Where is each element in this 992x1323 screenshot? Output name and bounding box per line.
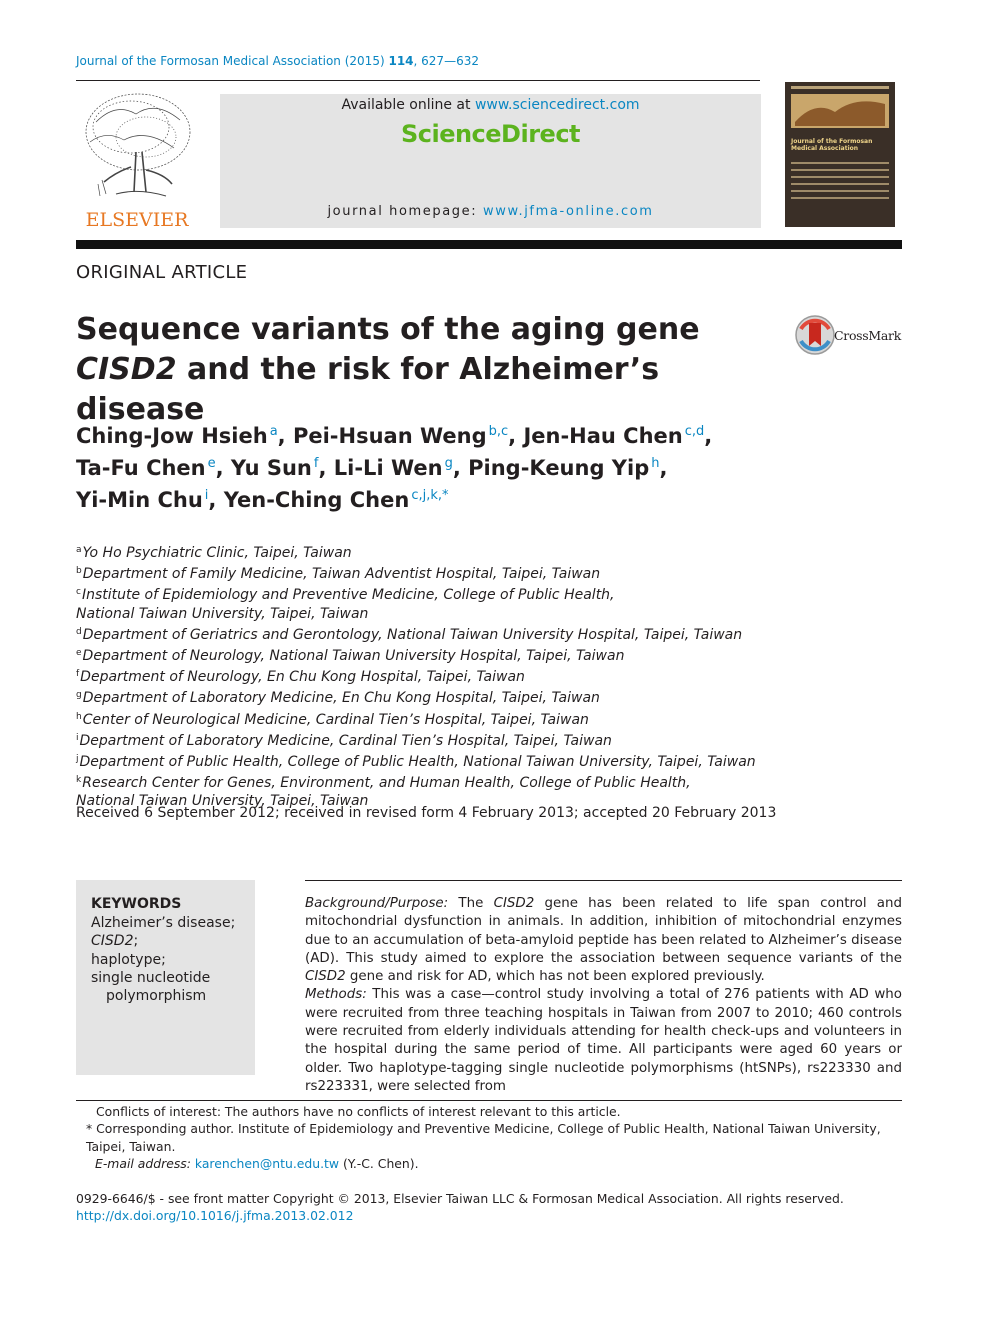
abstract-text: gene and risk for AD, which has not been explored previously. (345, 969, 765, 985)
affiliation-text: Department of Laboratory Medicine, En Chu Kong Hospital, Taipei, Taiwan (82, 690, 600, 707)
affiliation (76, 708, 836, 729)
available-online (220, 97, 761, 113)
journal-volume: 114 (388, 54, 414, 68)
copyright-block (76, 1190, 902, 1225)
author-affiliation-ref[interactable]: i (204, 488, 209, 503)
author-name: Ching-Jow Hsieh (76, 424, 268, 448)
affiliation-label: e (76, 648, 82, 659)
footnote-rule (76, 1100, 902, 1101)
author (523, 424, 712, 448)
email-suffix: (Y.-C. Chen). (339, 1156, 419, 1172)
author-name: Yi-Min Chu (76, 488, 203, 512)
author (334, 456, 468, 480)
title-part-2: and the risk for Alzheimer’s disease (76, 352, 660, 427)
affiliation-label: k (76, 775, 82, 786)
affiliation (76, 729, 836, 750)
title-part-1: Sequence variants of the aging gene (76, 312, 700, 347)
keyword (91, 932, 251, 950)
affiliation (76, 583, 836, 622)
journal-reference[interactable] (76, 54, 479, 68)
affiliation-text: Department of Public Health, College of Public Health, National Taiwan University, Taipei, Taiwan (79, 754, 756, 771)
abstract-text: The (448, 896, 494, 911)
author-separator: , (508, 424, 524, 448)
conflicts-note: Conflicts of interest: The authors have no conflicts of interest relevant to this article. (96, 1104, 621, 1119)
affiliation-text: Institute of Epidemiology and Preventive Medicine, College of Public Health, (81, 587, 615, 604)
affiliation-text: Yo Ho Psychiatric Clinic, Taipei, Taiwan (82, 545, 352, 561)
sciencedirect-link[interactable]: www.sciencedirect.com (474, 97, 640, 113)
keywords-list (91, 914, 251, 1005)
crossmark-label: CrossMark (834, 328, 901, 343)
article-title (76, 310, 766, 430)
affiliation (76, 644, 836, 665)
author (231, 456, 334, 480)
affiliation-text: Research Center for Genes, Environment, and Human Health, College of Public Health, (82, 775, 691, 792)
title-gene: CISD2 (76, 352, 177, 387)
affiliation-label: c (76, 587, 81, 598)
keyword: single nucleotide (91, 969, 211, 986)
received-dates: Received 6 September 2012; received in revised form 4 February 2013; accepted 20 February 2013 (76, 805, 777, 821)
affiliation-text: Department of Neurology, En Chu Kong Hospital, Taipei, Taiwan (80, 669, 525, 686)
author-separator: , (208, 488, 224, 512)
corresponding-text: Corresponding author. Institute of Epidemiology and Preventive Medicine, College of Public Health, National Taiwan University, Taipei, Taiwan. (86, 1121, 881, 1154)
abstract-text: This was a case—control study involving a total of 276 patients with AD who were recruited from three teaching hospitals in Taiwan from 2007 to 2010; 460 controls were recruited from elderly individuals attending for health check-ups and volunteers in the hospital during the same period of time. All participants were aged 60 years or older. Two haplotype-tagging single nucleotide polymorphisms (htSNPs), rs223330 and rs223331, were selected from (305, 987, 902, 1094)
crossmark-button[interactable] (794, 314, 906, 358)
copyright-line: 0929-6646/$ - see front matter Copyright © 2013, Elsevier Taiwan LLC & Formosan Medical Association. All rights reserved. (76, 1191, 844, 1206)
author-affiliation-ref[interactable]: g (444, 456, 453, 471)
affiliation (76, 750, 836, 771)
header-rule (76, 80, 760, 81)
author-list (76, 418, 776, 514)
affiliation-label: i (76, 732, 79, 743)
affiliation (76, 541, 836, 562)
journal-homepage (220, 204, 761, 219)
corresponding-mark: * (86, 1121, 93, 1137)
keywords-heading: KEYWORDS (91, 896, 182, 912)
affiliation (76, 686, 836, 707)
keyword-gene: CISD2 (91, 933, 134, 950)
author-affiliation-ref[interactable]: e (207, 456, 216, 471)
author (76, 456, 231, 480)
author-affiliation-ref[interactable]: c,j,k,* (411, 488, 449, 503)
email-label: E-mail address: (95, 1156, 191, 1172)
author-separator: , (215, 456, 231, 480)
keyword: haplotype; (91, 951, 166, 968)
abstract-methods-label: Methods: (305, 987, 367, 1003)
homepage-label: journal homepage: (327, 204, 483, 219)
cover-contents (791, 162, 889, 204)
author-name: Jen-Hau Chen (523, 424, 683, 448)
corresponding-note (76, 1120, 902, 1155)
abstract-background (305, 895, 902, 986)
abstract-gene: CISD2 (493, 896, 535, 911)
author-name: Ping-Keung Yip (468, 456, 650, 480)
journal-pages: , 627—632 (413, 54, 479, 68)
affiliation (76, 623, 836, 644)
abstract-gene: CISD2 (305, 969, 346, 985)
keyword-separator: ; (133, 933, 139, 950)
author-name: Pei-Hsuan Weng (292, 424, 487, 448)
affiliation-text: Department of Geriatrics and Gerontology, National Taiwan University Hospital, Taipei, Taiwan (82, 626, 743, 643)
author (76, 488, 224, 512)
cover-image (785, 82, 895, 132)
author-separator: , (659, 456, 668, 480)
keyword: Alzheimer’s disease; (91, 915, 236, 931)
elsevier-wordmark: ELSEVIER (85, 209, 189, 230)
keyword-cont: polymorphism (106, 988, 207, 1005)
affiliation-text-cont: National Taiwan University, Taipei, Taiwan (76, 793, 369, 810)
affiliation-label: d (76, 626, 82, 637)
author-separator: , (277, 424, 293, 448)
affiliation-label: h (76, 711, 82, 722)
affiliation-text: Department of Family Medicine, Taiwan Adventist Hospital, Taipei, Taiwan (82, 566, 601, 583)
keywords-box (76, 880, 255, 1075)
email-link[interactable]: karenchen@ntu.edu.tw (194, 1156, 340, 1172)
sciencedirect-brand[interactable]: ScienceDirect (400, 120, 581, 148)
available-online-label: Available online at (341, 97, 475, 113)
affiliation-label: j (76, 754, 79, 765)
author-affiliation-ref[interactable]: a (269, 424, 278, 439)
cover-title: Journal of the Formosan Medical Association (791, 138, 873, 152)
author (293, 424, 524, 448)
affiliation-text-cont: National Taiwan University, Taipei, Taiwan (76, 605, 369, 622)
affiliation-label: b (76, 566, 82, 577)
author-affiliation-ref[interactable]: b,c (488, 424, 509, 439)
affiliation-label: g (76, 690, 82, 701)
author-name: Ta-Fu Chen (76, 456, 206, 480)
abstract-rule (305, 880, 902, 881)
article-type: ORIGINAL ARTICLE (76, 262, 248, 283)
journal-name: Journal of the Formosan Medical Association (2015) (76, 54, 385, 68)
author-affiliation-ref[interactable]: c,d (684, 424, 705, 439)
author-affiliation-ref[interactable]: h (651, 456, 660, 471)
author-affiliation-ref[interactable]: f (313, 456, 319, 471)
author-name: Li-Li Wen (333, 456, 443, 480)
tree-icon (76, 92, 198, 230)
abstract-text: gene has been related to life span control and mitochondrial dysfunction in animals. In addition, inhibition of mitochondrial enzymes due to an accumulation of beta-amyloid peptide has been related to Alzheimer’s disease (AD). This study aimed to explore the association between sequence variants of the (305, 896, 903, 966)
sciencedirect-banner (220, 94, 761, 228)
journal-cover[interactable] (785, 82, 895, 227)
author (224, 488, 449, 512)
affiliation (76, 562, 836, 583)
affiliation (76, 665, 836, 686)
author-separator: , (318, 456, 334, 480)
affiliation-text: Center of Neurological Medicine, Cardinal Tien’s Hospital, Taipei, Taiwan (82, 711, 589, 728)
affiliation-list (76, 541, 836, 811)
abstract-methods (305, 986, 902, 1096)
elsevier-logo[interactable] (76, 92, 198, 230)
author-name: Yen-Ching Chen (223, 488, 410, 512)
affiliation-label: f (76, 669, 80, 680)
abstract (305, 895, 902, 1096)
author (76, 424, 293, 448)
abstract-background-label: Background/Purpose: (305, 896, 449, 911)
header-thick-rule (76, 240, 902, 249)
author-name: Yu Sun (230, 456, 312, 480)
doi-link[interactable]: http://dx.doi.org/10.1016/j.jfma.2013.02.012 (76, 1208, 354, 1224)
author (468, 456, 667, 480)
email-note (76, 1155, 902, 1172)
crossmark-icon (794, 314, 836, 356)
affiliation-text: Department of Laboratory Medicine, Cardinal Tien’s Hospital, Taipei, Taiwan (79, 732, 612, 749)
author-separator: , (704, 424, 713, 448)
affiliation-label: a (76, 545, 82, 555)
footnotes (76, 1103, 902, 1173)
author-separator: , (452, 456, 469, 480)
homepage-link[interactable]: www.jfma-online.com (482, 204, 654, 219)
affiliation-text: Department of Neurology, National Taiwan University Hospital, Taipei, Taiwan (82, 648, 625, 665)
